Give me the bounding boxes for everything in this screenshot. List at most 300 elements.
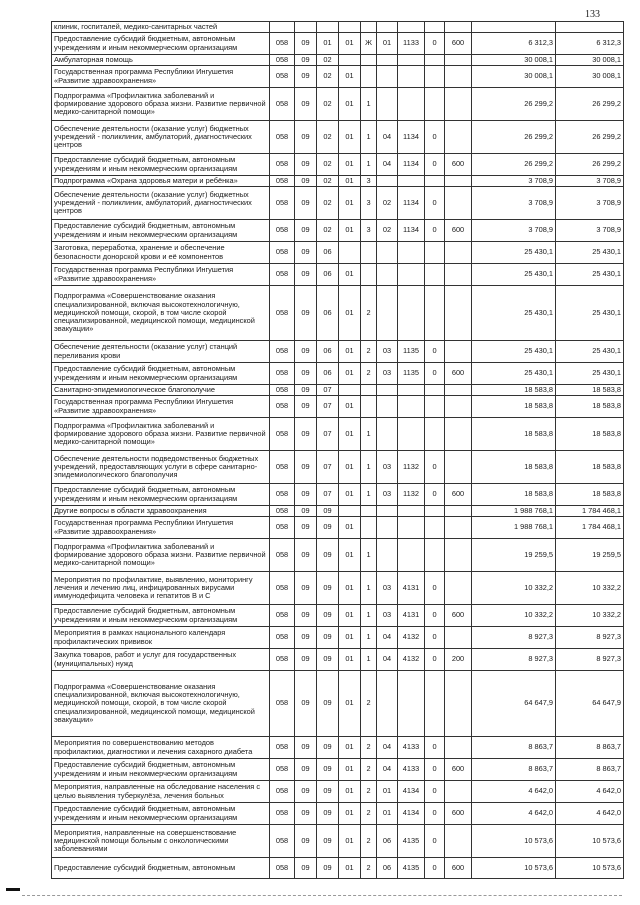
table-row	[52, 517, 624, 539]
row-amount: 18 583,8	[472, 396, 556, 418]
row-code: 02	[377, 220, 398, 242]
row-amount: 6 312,3	[472, 33, 556, 55]
row-code: 1	[361, 451, 377, 484]
row-amount	[556, 22, 624, 33]
row-code: 0	[425, 759, 445, 781]
row-code: 1	[361, 605, 377, 627]
row-name: Мероприятия по профилактике, выявлению, мониторингу лечения и лечению лиц, инфицированных вирусами иммунодефицита человека и гепатитов В и С	[52, 572, 270, 605]
row-code: 058	[270, 264, 295, 286]
table-row	[52, 649, 624, 671]
row-code	[445, 418, 472, 451]
table-row	[52, 187, 624, 220]
row-amount: 25 430,1	[556, 264, 624, 286]
row-code: 058	[270, 55, 295, 66]
row-name: клиник, госпиталей, медико-санитарных частей	[52, 22, 270, 33]
row-code: 600	[445, 220, 472, 242]
row-amount: 10 573,6	[556, 825, 624, 858]
row-code	[398, 66, 425, 88]
row-code: 01	[339, 363, 361, 385]
row-code: 02	[317, 55, 339, 66]
row-amount: 25 430,1	[556, 286, 624, 341]
row-amount: 4 642,0	[472, 803, 556, 825]
row-amount: 25 430,1	[556, 363, 624, 385]
row-code	[398, 539, 425, 572]
row-amount: 18 583,8	[556, 396, 624, 418]
row-code	[425, 539, 445, 572]
row-code: 2	[361, 671, 377, 737]
row-amount: 18 583,8	[556, 418, 624, 451]
row-code: 04	[377, 759, 398, 781]
row-code: 0	[425, 33, 445, 55]
row-amount: 30 008,1	[556, 55, 624, 66]
row-code: 02	[317, 187, 339, 220]
table-row	[52, 671, 624, 737]
table-row	[52, 242, 624, 264]
row-name: Мероприятия, направленные на совершенствование медицинской помощи больным с онкологическими заболеваниями	[52, 825, 270, 858]
row-name: Государственная программа Республики Ингушетия «Развитие здравоохранения»	[52, 264, 270, 286]
row-code: 1134	[398, 154, 425, 176]
row-amount: 18 583,8	[472, 451, 556, 484]
row-code	[377, 385, 398, 396]
row-code: 1134	[398, 187, 425, 220]
row-code: 01	[339, 451, 361, 484]
table-row	[52, 396, 624, 418]
row-code: 02	[377, 187, 398, 220]
row-code	[425, 242, 445, 264]
row-code: 02	[317, 176, 339, 187]
row-code: 03	[377, 605, 398, 627]
row-code: 0	[425, 220, 445, 242]
row-name: Предоставление субсидий бюджетным, автономным учреждениям и иным некоммерческим организациям	[52, 484, 270, 506]
row-code: 01	[339, 781, 361, 803]
row-code: 058	[270, 858, 295, 879]
row-code: 2	[361, 759, 377, 781]
row-code: 4134	[398, 781, 425, 803]
row-amount: 64 647,9	[556, 671, 624, 737]
table-row	[52, 88, 624, 121]
row-code	[361, 242, 377, 264]
row-code: 06	[317, 242, 339, 264]
row-code	[425, 88, 445, 121]
row-code	[398, 22, 425, 33]
row-code: 0	[425, 627, 445, 649]
row-code: Ж	[361, 33, 377, 55]
row-name: Обеспечение деятельности подведомственных бюджетных учреждений, предоставляющих услуги в сфере санитарно-эпидемиологического благополучия	[52, 451, 270, 484]
row-code: 09	[295, 396, 317, 418]
row-code	[445, 121, 472, 154]
row-code: 058	[270, 363, 295, 385]
row-code	[377, 671, 398, 737]
row-amount: 26 299,2	[472, 154, 556, 176]
row-code: 0	[425, 451, 445, 484]
row-code	[445, 385, 472, 396]
scan-line	[22, 895, 622, 897]
row-name: Обеспечение деятельности (оказание услуг) бюджетных учреждений - поликлиник, амбулаторий, диагностических центров	[52, 121, 270, 154]
table-row	[52, 627, 624, 649]
row-amount: 1 784 468,1	[556, 506, 624, 517]
row-code: 058	[270, 396, 295, 418]
row-name: Подпрограмма «Охрана здоровья матери и ребёнка»	[52, 176, 270, 187]
table-row	[52, 220, 624, 242]
row-code	[377, 418, 398, 451]
row-code	[339, 506, 361, 517]
row-amount: 18 583,8	[556, 484, 624, 506]
row-code: 0	[425, 858, 445, 879]
row-code	[425, 264, 445, 286]
row-code	[361, 506, 377, 517]
row-code: 09	[317, 649, 339, 671]
row-code: 09	[317, 858, 339, 879]
row-code: 01	[339, 803, 361, 825]
row-code: 04	[377, 627, 398, 649]
budget-table	[51, 21, 624, 879]
table-row	[52, 825, 624, 858]
row-code: 058	[270, 33, 295, 55]
row-amount: 19 259,5	[556, 539, 624, 572]
row-code: 2	[361, 737, 377, 759]
row-code	[445, 242, 472, 264]
row-code	[398, 517, 425, 539]
row-code: 058	[270, 649, 295, 671]
row-code: 1	[361, 484, 377, 506]
row-code: 09	[295, 242, 317, 264]
row-amount: 26 299,2	[472, 121, 556, 154]
row-code	[425, 418, 445, 451]
row-code: 058	[270, 484, 295, 506]
row-name: Мероприятия по совершенствованию методов профилактики, диагностики и лечения сахарного диабета	[52, 737, 270, 759]
row-code: 058	[270, 506, 295, 517]
row-code: 09	[295, 858, 317, 879]
row-code: 01	[339, 737, 361, 759]
row-code	[339, 385, 361, 396]
row-code: 09	[295, 341, 317, 363]
row-code: 3	[361, 176, 377, 187]
row-name: Предоставление субсидий бюджетным, автономным	[52, 858, 270, 879]
row-code: 01	[339, 539, 361, 572]
row-code: 058	[270, 66, 295, 88]
row-code: 01	[339, 858, 361, 879]
row-code	[339, 55, 361, 66]
table-row	[52, 803, 624, 825]
row-code: 0	[425, 737, 445, 759]
table-row	[52, 484, 624, 506]
row-amount: 10 332,2	[472, 605, 556, 627]
row-name: Обеспечение деятельности (оказание услуг) бюджетных учреждений - поликлиник, амбулаторий, диагностических центров	[52, 187, 270, 220]
row-code: 0	[425, 605, 445, 627]
row-name: Санитарно-эпидемиологическое благополучие	[52, 385, 270, 396]
row-code: 09	[317, 781, 339, 803]
row-name: Государственная программа Республики Ингушетия «Развитие здравоохранения»	[52, 396, 270, 418]
row-amount: 3 708,9	[472, 220, 556, 242]
row-code: 2	[361, 286, 377, 341]
row-code: 09	[317, 517, 339, 539]
row-code: 06	[317, 264, 339, 286]
row-code: 07	[317, 418, 339, 451]
page-number: 133	[585, 9, 600, 20]
row-code: 2	[361, 781, 377, 803]
row-code: 09	[317, 506, 339, 517]
table-row	[52, 781, 624, 803]
row-code: 07	[317, 385, 339, 396]
table-row	[52, 286, 624, 341]
row-amount: 3 708,9	[472, 187, 556, 220]
row-code: 09	[295, 759, 317, 781]
row-code: 01	[339, 759, 361, 781]
row-code: 09	[295, 605, 317, 627]
row-name: Подпрограмма «Профилактика заболеваний и формирование здорового образа жизни. Развитие первичной медико-санитарной помощи»	[52, 88, 270, 121]
row-amount: 4 642,0	[472, 781, 556, 803]
row-name: Закупка товаров, работ и услуг для государственных (муниципальных) нужд	[52, 649, 270, 671]
row-code: 09	[295, 627, 317, 649]
row-code: 1133	[398, 33, 425, 55]
row-code: 09	[295, 385, 317, 396]
row-code: 4132	[398, 649, 425, 671]
row-code: 058	[270, 572, 295, 605]
row-code	[361, 517, 377, 539]
row-code: 1	[361, 121, 377, 154]
row-code: 02	[317, 121, 339, 154]
row-code: 02	[317, 66, 339, 88]
row-code	[445, 66, 472, 88]
row-code	[445, 825, 472, 858]
row-code: 600	[445, 33, 472, 55]
row-code: 0	[425, 154, 445, 176]
row-code: 4133	[398, 737, 425, 759]
row-code: 01	[339, 341, 361, 363]
row-amount: 18 583,8	[556, 451, 624, 484]
row-code	[445, 517, 472, 539]
scan-mark	[6, 888, 20, 891]
row-code: 3	[361, 220, 377, 242]
row-code: 058	[270, 517, 295, 539]
row-code: 02	[317, 88, 339, 121]
row-code: 4131	[398, 572, 425, 605]
row-code: 1132	[398, 484, 425, 506]
row-amount: 25 430,1	[472, 341, 556, 363]
row-code	[361, 66, 377, 88]
row-code	[425, 176, 445, 187]
row-code: 01	[339, 121, 361, 154]
row-code: 058	[270, 121, 295, 154]
row-amount: 25 430,1	[472, 264, 556, 286]
row-code	[398, 88, 425, 121]
row-code: 01	[339, 176, 361, 187]
row-name: Подпрограмма «Профилактика заболеваний и формирование здорового образа жизни. Развитие первичной медико-санитарной помощи»	[52, 418, 270, 451]
row-amount: 18 583,8	[472, 484, 556, 506]
row-code: 09	[295, 506, 317, 517]
row-name: Предоставление субсидий бюджетным, автономным учреждениям и иным некоммерческим организациям	[52, 363, 270, 385]
row-amount: 64 647,9	[472, 671, 556, 737]
row-code: 01	[339, 627, 361, 649]
table-row	[52, 572, 624, 605]
row-code: 058	[270, 605, 295, 627]
row-code: 4131	[398, 605, 425, 627]
row-code: 3	[361, 187, 377, 220]
row-code: 0	[425, 187, 445, 220]
row-code: 02	[317, 220, 339, 242]
row-name: Заготовка, переработка, хранение и обеспечение безопасности донорской крови и её компонентов	[52, 242, 270, 264]
row-code: 058	[270, 539, 295, 572]
row-code	[361, 385, 377, 396]
row-name: Государственная программа Республики Ингушетия «Развитие здравоохранения»	[52, 517, 270, 539]
row-code	[361, 396, 377, 418]
row-code: 09	[295, 803, 317, 825]
row-code: 0	[425, 649, 445, 671]
table-row	[52, 55, 624, 66]
row-code	[445, 506, 472, 517]
row-code: 03	[377, 363, 398, 385]
row-amount: 26 299,2	[472, 88, 556, 121]
row-code	[377, 506, 398, 517]
row-code: 09	[295, 264, 317, 286]
row-amount: 25 430,1	[556, 341, 624, 363]
row-code	[425, 66, 445, 88]
row-code: 058	[270, 187, 295, 220]
row-code: 06	[377, 825, 398, 858]
row-name: Амбулаторная помощь	[52, 55, 270, 66]
row-amount: 26 299,2	[556, 154, 624, 176]
row-code: 03	[377, 341, 398, 363]
row-code: 01	[377, 803, 398, 825]
row-code: 09	[317, 759, 339, 781]
row-amount: 1 988 768,1	[472, 506, 556, 517]
row-code: 01	[339, 220, 361, 242]
row-code	[445, 22, 472, 33]
table-row	[52, 22, 624, 33]
row-code: 1	[361, 88, 377, 121]
row-code: 058	[270, 759, 295, 781]
row-code	[398, 286, 425, 341]
row-code	[445, 341, 472, 363]
row-code: 4132	[398, 627, 425, 649]
table-row	[52, 121, 624, 154]
row-name: Государственная программа Республики Ингушетия «Развитие здравоохранения»	[52, 66, 270, 88]
row-code: 0	[425, 341, 445, 363]
row-amount: 8 863,7	[472, 759, 556, 781]
row-amount: 8 927,3	[472, 627, 556, 649]
row-code: 09	[295, 121, 317, 154]
row-code: 01	[339, 605, 361, 627]
row-code	[445, 539, 472, 572]
row-code: 4133	[398, 759, 425, 781]
row-code: 06	[317, 286, 339, 341]
row-code: 058	[270, 781, 295, 803]
row-code: 09	[295, 649, 317, 671]
row-code	[377, 517, 398, 539]
row-amount: 25 430,1	[472, 363, 556, 385]
row-code: 058	[270, 176, 295, 187]
row-code	[270, 22, 295, 33]
row-code: 058	[270, 451, 295, 484]
row-code: 09	[295, 363, 317, 385]
row-amount: 3 708,9	[556, 176, 624, 187]
row-code	[317, 22, 339, 33]
row-code: 09	[295, 517, 317, 539]
table-row	[52, 605, 624, 627]
row-code: 01	[339, 154, 361, 176]
row-amount: 10 332,2	[472, 572, 556, 605]
row-code	[445, 264, 472, 286]
row-amount: 26 299,2	[556, 121, 624, 154]
row-amount: 8 863,7	[556, 759, 624, 781]
table-row	[52, 539, 624, 572]
row-code	[445, 671, 472, 737]
row-amount: 18 583,8	[472, 385, 556, 396]
table-row	[52, 363, 624, 385]
row-code: 01	[339, 484, 361, 506]
row-code	[377, 286, 398, 341]
row-code: 02	[317, 154, 339, 176]
row-code: 01	[339, 66, 361, 88]
row-amount: 25 430,1	[556, 242, 624, 264]
row-code: 1	[361, 627, 377, 649]
row-code	[445, 627, 472, 649]
row-code	[361, 55, 377, 66]
row-code: 058	[270, 88, 295, 121]
row-amount: 8 863,7	[556, 737, 624, 759]
row-code: 09	[295, 825, 317, 858]
row-code: 0	[425, 825, 445, 858]
row-code: 06	[317, 341, 339, 363]
row-name: Обеспечение деятельности (оказание услуг) станций переливания крови	[52, 341, 270, 363]
row-name: Подпрограмма «Профилактика заболеваний и формирование здорового образа жизни. Развитие первичной медико-санитарной помощи»	[52, 539, 270, 572]
row-code: 09	[295, 187, 317, 220]
row-code: 058	[270, 627, 295, 649]
row-code	[445, 572, 472, 605]
row-code: 058	[270, 671, 295, 737]
row-code	[361, 264, 377, 286]
row-code: 04	[377, 154, 398, 176]
row-code: 1134	[398, 121, 425, 154]
row-code: 01	[339, 671, 361, 737]
row-code	[445, 396, 472, 418]
row-code	[425, 22, 445, 33]
row-code: 2	[361, 363, 377, 385]
row-code	[398, 264, 425, 286]
row-code: 09	[295, 671, 317, 737]
row-code: 600	[445, 484, 472, 506]
table-row	[52, 737, 624, 759]
row-name: Предоставление субсидий бюджетным, автономным учреждениям и иным некоммерческим организациям	[52, 33, 270, 55]
row-code	[377, 242, 398, 264]
row-code: 058	[270, 803, 295, 825]
row-code	[377, 55, 398, 66]
row-code: 600	[445, 858, 472, 879]
row-amount: 6 312,3	[556, 33, 624, 55]
row-code: 09	[295, 572, 317, 605]
row-name: Предоставление субсидий бюджетным, автономным учреждениям и иным некоммерческим организациям	[52, 759, 270, 781]
row-code: 1	[361, 418, 377, 451]
row-code	[339, 22, 361, 33]
row-code: 01	[317, 33, 339, 55]
row-amount: 4 642,0	[556, 781, 624, 803]
row-code: 600	[445, 759, 472, 781]
row-code: 0	[425, 121, 445, 154]
row-code	[398, 385, 425, 396]
row-code: 600	[445, 154, 472, 176]
row-code: 09	[317, 539, 339, 572]
row-code: 058	[270, 825, 295, 858]
row-code: 09	[295, 220, 317, 242]
row-code: 09	[317, 803, 339, 825]
row-code: 09	[295, 737, 317, 759]
row-code: 2	[361, 858, 377, 879]
row-code: 2	[361, 825, 377, 858]
row-code	[445, 88, 472, 121]
row-code: 06	[317, 363, 339, 385]
row-code: 09	[295, 66, 317, 88]
row-code: 0	[425, 803, 445, 825]
